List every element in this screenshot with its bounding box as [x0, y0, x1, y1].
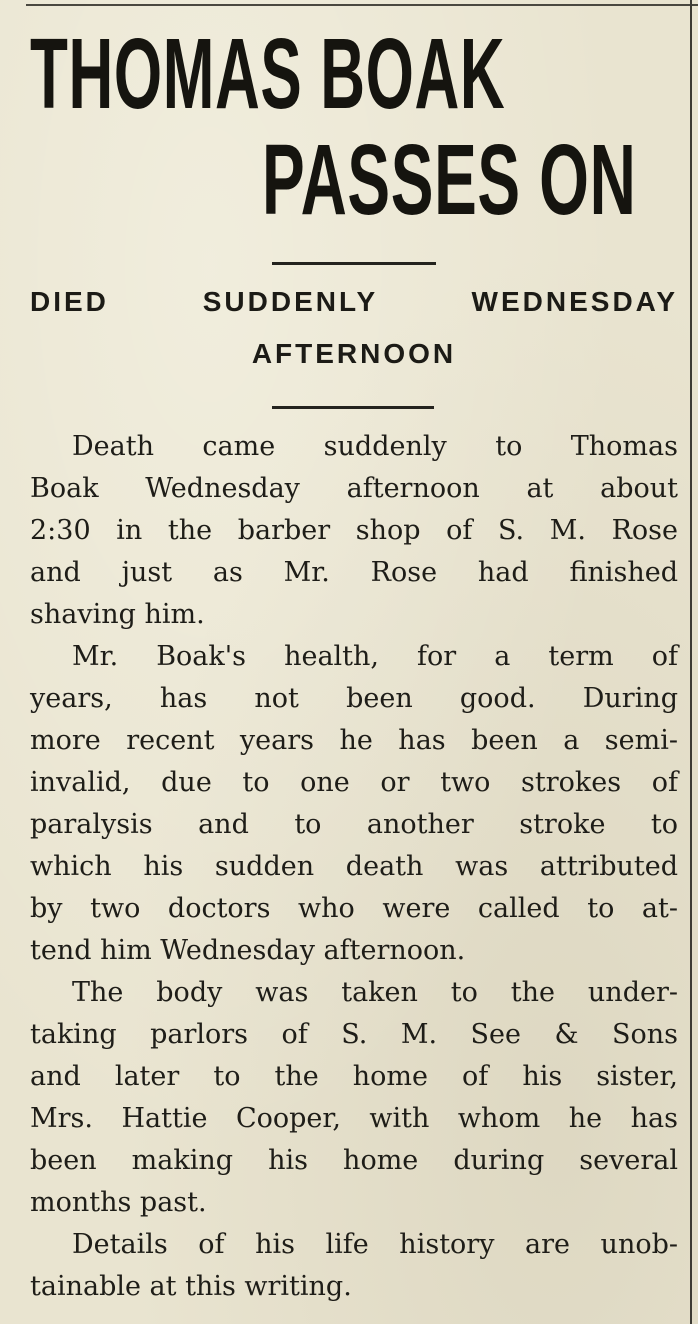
body-line: Boak Wednesday afternoon at about [30, 473, 678, 504]
body-line: 2:30 in the barber shop of S. M. Rose [30, 515, 678, 546]
body-line: which his sudden death was attributed [30, 851, 678, 882]
headline-line-1: THOMAS BOAK [30, 18, 506, 130]
subheadline-line-2: AFTERNOON [251, 338, 457, 369]
body-line: Mrs. Hattie Cooper, with whom he has [30, 1103, 678, 1134]
body-line: and just as Mr. Rose had finished [30, 557, 678, 588]
headline-line-2: PASSES ON [262, 124, 637, 236]
subheadline-divider [272, 406, 434, 409]
body-line: paralysis and to another stroke to [30, 809, 678, 840]
body-line: Mr. Boak's health, for a term of [72, 641, 678, 672]
headline-divider [272, 262, 436, 265]
body-line: and later to the home of his sister, [30, 1061, 678, 1092]
body-line: The body was taken to the under- [72, 977, 678, 1008]
body-line: by two doctors who were called to at- [30, 893, 678, 924]
body-line: Details of his life history are unob- [72, 1229, 678, 1260]
body-line: tainable at this writing. [30, 1271, 352, 1302]
body-line: Death came suddenly to Thomas [72, 431, 678, 462]
body-line: invalid, due to one or two strokes of [30, 767, 678, 798]
body-line: months past. [30, 1187, 207, 1218]
body-line: tend him Wednesday afternoon. [30, 935, 466, 966]
body-line: more recent years he has been a semi- [30, 725, 678, 756]
body-line: shaving him. [30, 599, 205, 630]
right-column-rule [690, 0, 692, 1324]
body-line: taking parlors of S. M. See & Sons [30, 1019, 678, 1050]
body-line: been making his home during several [30, 1145, 678, 1176]
body-line: years, has not been good. During [30, 683, 678, 714]
subheadline-line-1: DIED SUDDENLY WEDNESDAY [30, 286, 678, 317]
headline [0, 0, 690, 240]
